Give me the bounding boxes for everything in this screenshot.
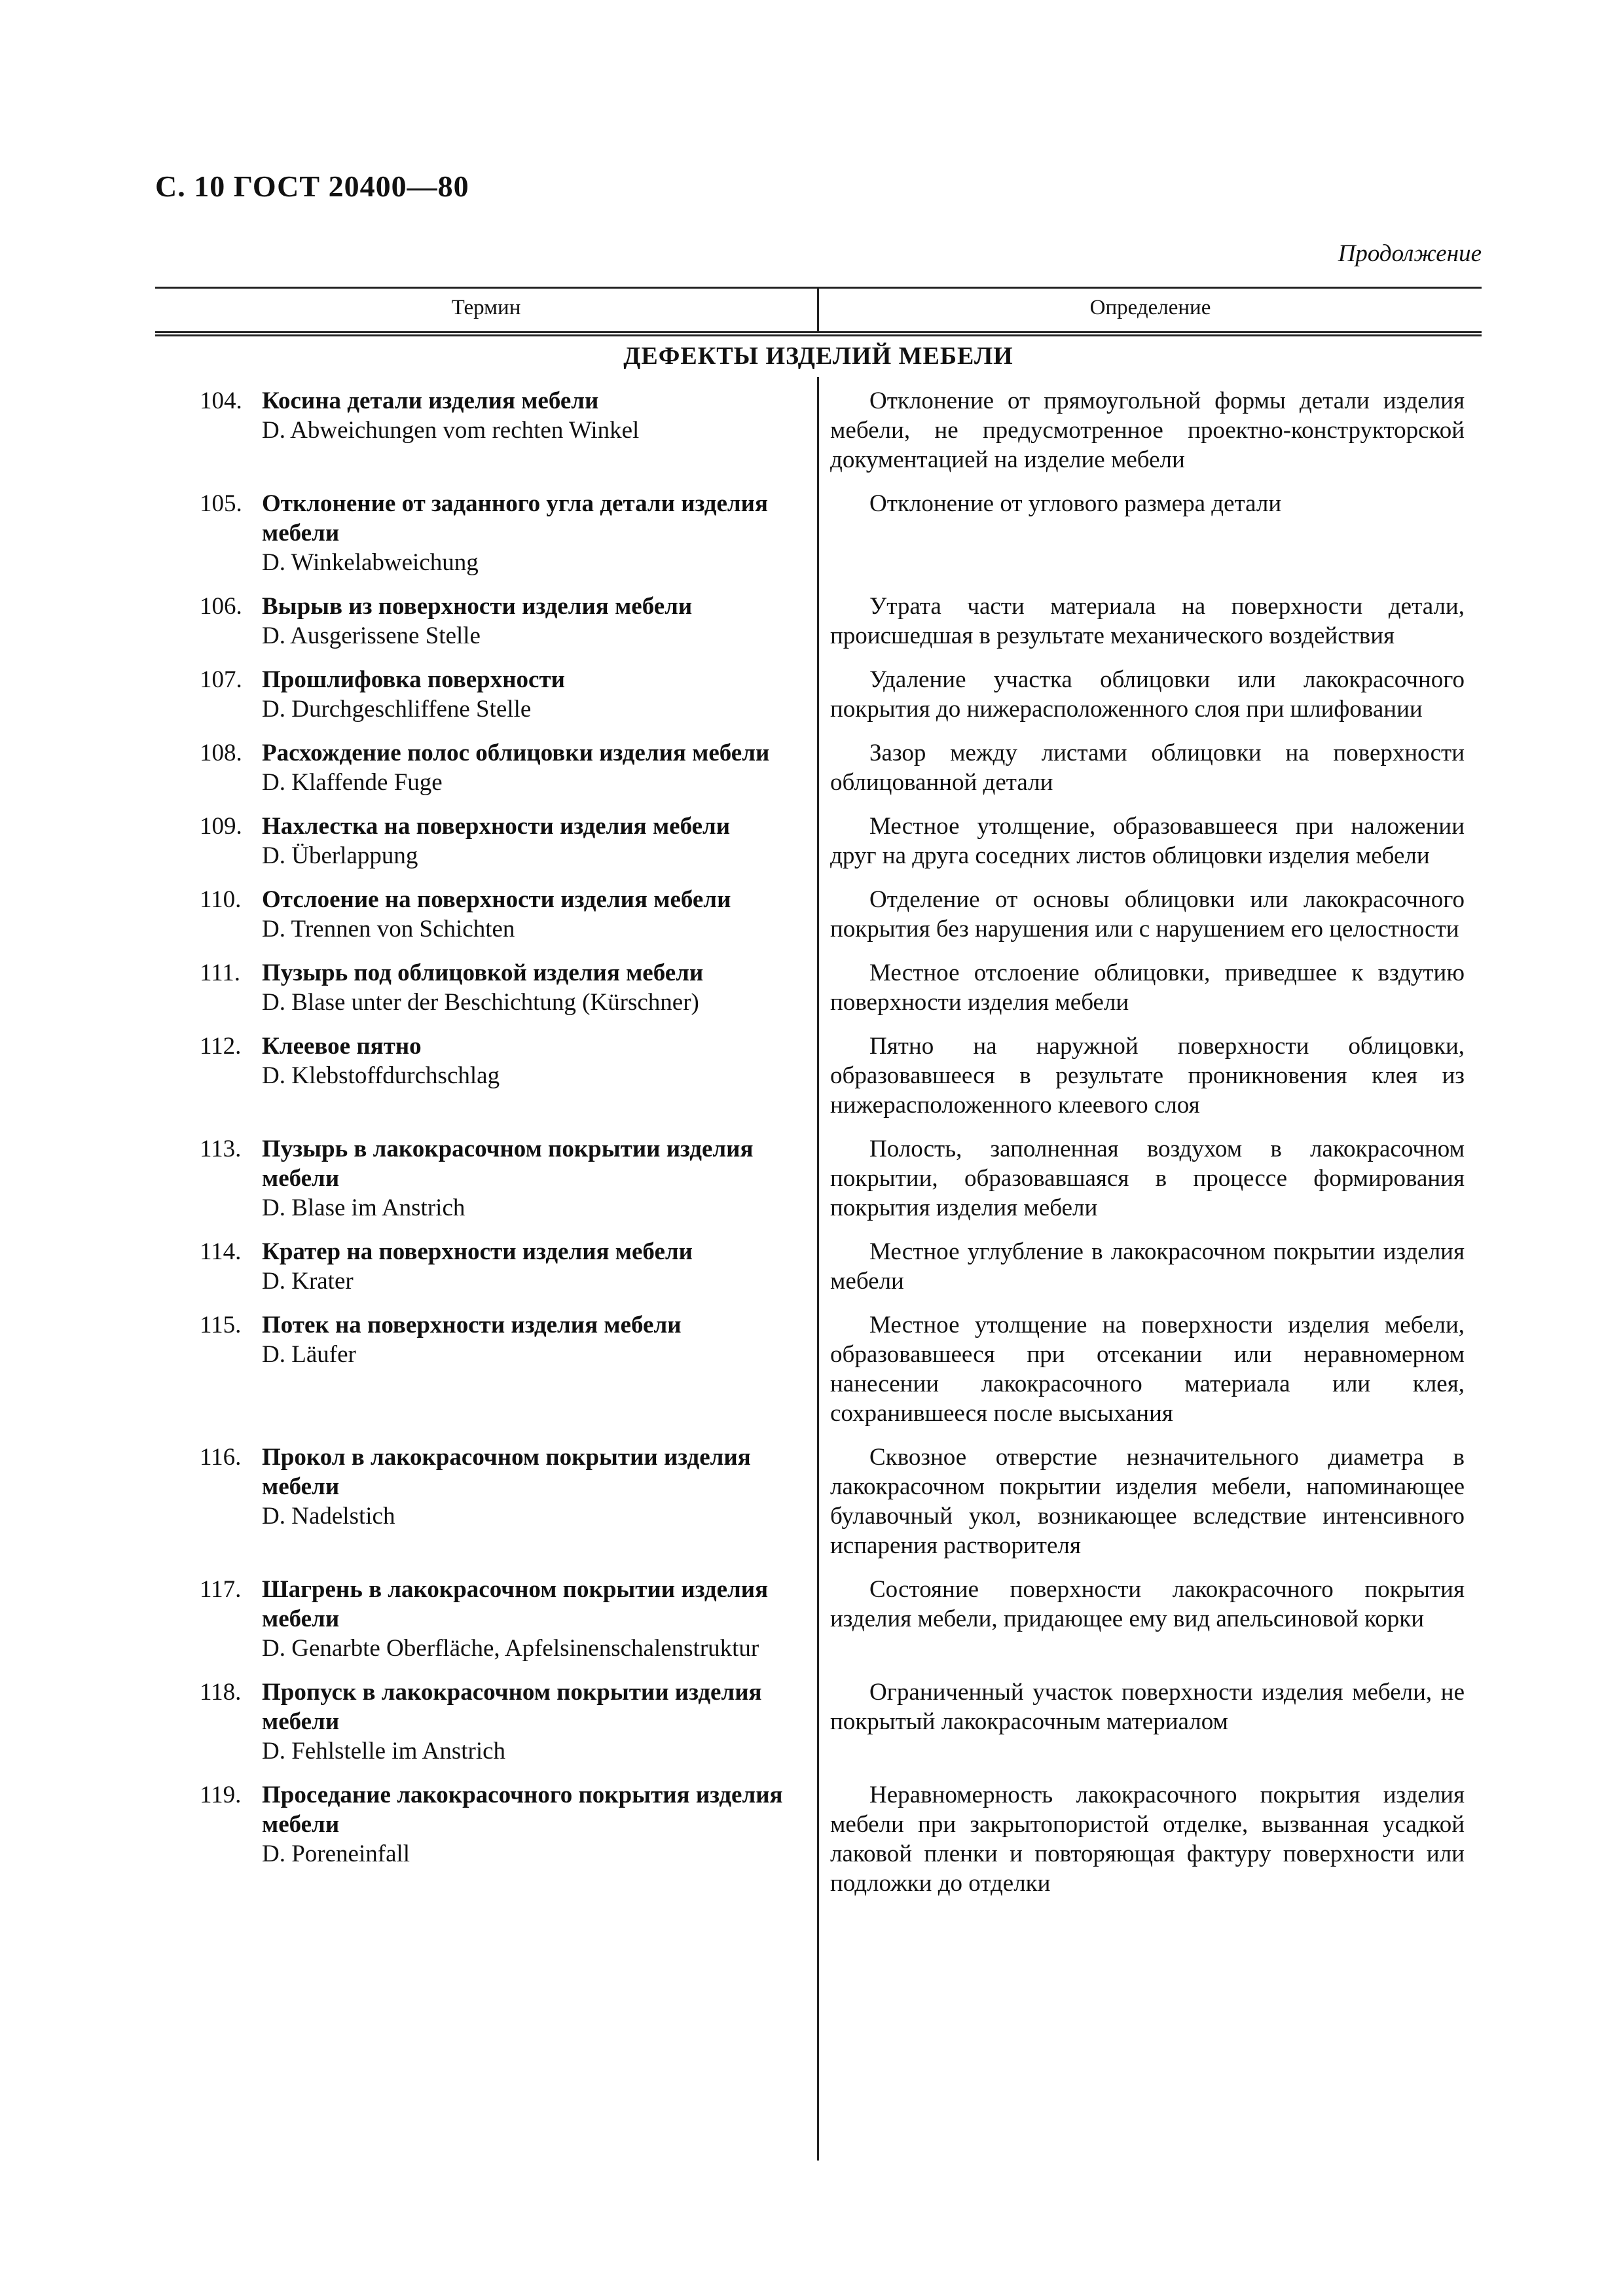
definition-text: Местное утолщение на поверхности изделия мебели, образовавшееся при отсекании или неравномерном нанесении лакокрасочного материала или клея, сохранившееся после высыхания <box>830 1312 1465 1427</box>
entry-number: 111. <box>200 960 241 986</box>
definition-text: Отклонение от прямоугольной формы детали изделия мебели, не предусмотренное проектно-конструкторской документацией на изделие мебели <box>830 387 1465 473</box>
header-double-rule <box>155 331 1482 336</box>
table-row <box>155 1780 1482 1898</box>
term-name-continuation: мебели <box>262 1473 340 1500</box>
definition-cell <box>817 386 1482 475</box>
term-name: Косина детали изделия мебели <box>262 387 599 414</box>
german-equivalent: D. Nadelstich <box>262 1503 395 1530</box>
table-row <box>155 1575 1482 1663</box>
table-row <box>155 1677 1482 1766</box>
term-name-continuation: мебели <box>262 520 340 547</box>
definition-cell <box>817 1031 1482 1120</box>
term-name: Проседание лакокрасочного покрытия изделия <box>262 1782 783 1808</box>
entry-number: 114. <box>200 1238 242 1265</box>
entry-number: 110. <box>200 886 242 913</box>
term-cell <box>155 812 817 870</box>
definition-cell <box>817 1575 1482 1663</box>
term-name: Отклонение от заданного угла детали изделия <box>262 490 768 517</box>
term-name-continuation: мебели <box>262 1708 340 1735</box>
entry-number: 105. <box>200 490 242 517</box>
definition-cell <box>817 1310 1482 1428</box>
definition-cell <box>817 958 1482 1017</box>
continuation-label: Продолжение <box>1338 240 1482 267</box>
definition-cell <box>817 489 1482 577</box>
term-cell <box>155 386 817 475</box>
german-equivalent: D. Blase im Anstrich <box>262 1194 465 1221</box>
term-name: Кратер на поверхности изделия мебели <box>262 1238 693 1265</box>
term-name: Пропуск в лакокрасочном покрытии изделия <box>262 1679 762 1706</box>
german-equivalent: D. Läufer <box>262 1341 356 1368</box>
term-cell <box>155 489 817 577</box>
definition-cell <box>817 1780 1482 1898</box>
definition-cell <box>817 1237 1482 1296</box>
german-equivalent: D. Krater <box>262 1268 354 1295</box>
term-cell <box>155 1031 817 1120</box>
table-row <box>155 958 1482 1017</box>
table-row <box>155 885 1482 944</box>
entry-number: 106. <box>200 593 242 620</box>
definition-cell <box>817 1677 1482 1766</box>
definition-text: Состояние поверхности лакокрасочного покрытия изделия мебели, придающее ему вид апельсиновой корки <box>830 1576 1465 1632</box>
german-equivalent: D. Durchgeschliffene Stelle <box>262 696 532 723</box>
german-equivalent: D. Poreneinfall <box>262 1840 410 1867</box>
definition-text: Полость, заполненная воздухом в лакокрасочном покрытии, образовавшаяся в процессе формирования покрытия изделия мебели <box>830 1136 1465 1221</box>
entry-number: 109. <box>200 813 242 840</box>
german-equivalent: D. Überlappung <box>262 842 418 869</box>
term-cell <box>155 1677 817 1766</box>
term-name: Прокол в лакокрасочном покрытии изделия <box>262 1444 751 1471</box>
table-row <box>155 1443 1482 1560</box>
term-cell <box>155 1134 817 1223</box>
definition-cell <box>817 1134 1482 1223</box>
term-name: Вырыв из поверхности изделия мебели <box>262 593 693 620</box>
definition-cell <box>817 885 1482 944</box>
term-name: Отслоение на поверхности изделия мебели <box>262 886 731 913</box>
definition-text: Местное углубление в лакокрасочном покрытии изделия мебели <box>830 1238 1465 1295</box>
definition-text: Неравномерность лакокрасочного покрытия изделия мебели при закрытопористой отделке, вызванная усадкой лаковой пленки и повторяющая фактуру поверхности или подложки до отделки <box>830 1782 1465 1897</box>
definition-text: Отделение от основы облицовки или лакокрасочного покрытия без нарушения или с нарушением его целостности <box>830 886 1465 942</box>
table-row <box>155 489 1482 577</box>
entry-number: 118. <box>200 1679 242 1706</box>
table-row <box>155 812 1482 870</box>
term-name: Нахлестка на поверхности изделия мебели <box>262 813 731 840</box>
definition-text: Сквозное отверстие незначительного диаметра в лакокрасочном покрытии изделия мебели, напоминающее булавочный укол, возникающее вследствие интенсивного испарения растворителя <box>830 1444 1465 1559</box>
term-name: Пузырь в лакокрасочном покрытии изделия <box>262 1136 754 1162</box>
term-cell <box>155 1443 817 1560</box>
definition-text: Местное отслоение облицовки, приведшее к вздутию поверхности изделия мебели <box>830 960 1465 1016</box>
term-name: Потек на поверхности изделия мебели <box>262 1312 682 1338</box>
entry-number: 112. <box>200 1033 242 1060</box>
entry-number: 119. <box>200 1782 242 1808</box>
term-name: Пузырь под облицовкой изделия мебели <box>262 960 704 986</box>
term-name: Расхождение полос облицовки изделия мебели <box>262 740 770 766</box>
entry-number: 108. <box>200 740 242 766</box>
table-row <box>155 1310 1482 1428</box>
definition-text: Ограниченный участок поверхности изделия мебели, не покрытый лакокрасочным материалом <box>830 1679 1465 1735</box>
table-row <box>155 386 1482 475</box>
german-equivalent: D. Ausgerissene Stelle <box>262 622 481 649</box>
definition-text: Удаление участка облицовки или лакокрасочного покрытия до нижерасположенного слоя при шлифовании <box>830 666 1465 723</box>
term-name-continuation: мебели <box>262 1605 340 1632</box>
entry-number: 115. <box>200 1312 242 1338</box>
term-cell <box>155 1780 817 1898</box>
term-name-continuation: мебели <box>262 1811 340 1838</box>
term-cell <box>155 665 817 724</box>
entry-number: 104. <box>200 387 242 414</box>
term-cell <box>155 1310 817 1428</box>
definition-cell <box>817 665 1482 724</box>
german-equivalent: D. Winkelabweichung <box>262 549 479 576</box>
entry-number: 113. <box>200 1136 242 1162</box>
term-name: Прошлифовка поверхности <box>262 666 565 693</box>
term-name: Клеевое пятно <box>262 1033 422 1060</box>
column-header-term: Термин <box>451 296 521 319</box>
section-title: ДЕФЕКТЫ ИЗДЕЛИЙ МЕБЕЛИ <box>623 342 1013 370</box>
definition-text: Местное утолщение, образовавшееся при наложении друг на друга соседних листов облицовки изделия мебели <box>830 813 1465 869</box>
term-cell <box>155 738 817 797</box>
definition-text: Пятно на наружной поверхности облицовки, образовавшееся в результате проникновения клея из нижерасположенного клеевого слоя <box>830 1033 1465 1119</box>
definition-text: Утрата части материала на поверхности детали, происшедшая в результате механического воздействия <box>830 593 1465 649</box>
entries-list <box>155 386 1482 1912</box>
term-cell <box>155 1575 817 1663</box>
term-name: Шагрень в лакокрасочном покрытии изделия <box>262 1576 769 1603</box>
term-cell <box>155 592 817 651</box>
definition-cell <box>817 592 1482 651</box>
definition-cell <box>817 738 1482 797</box>
term-cell <box>155 885 817 944</box>
table-row <box>155 592 1482 651</box>
term-cell <box>155 1237 817 1296</box>
german-equivalent: D. Genarbte Oberfläche, Apfelsinenschalenstruktur <box>262 1635 759 1662</box>
german-equivalent: D. Klaffende Fuge <box>262 769 443 796</box>
table-row <box>155 1031 1482 1120</box>
entry-number: 117. <box>200 1576 242 1603</box>
table-row <box>155 1237 1482 1296</box>
definition-text: Отклонение от углового размера детали <box>869 490 1282 517</box>
german-equivalent: D. Abweichungen vom rechten Winkel <box>262 417 640 444</box>
german-equivalent: D. Trennen von Schichten <box>262 916 515 942</box>
table-row <box>155 1134 1482 1223</box>
definition-cell <box>817 812 1482 870</box>
term-cell <box>155 958 817 1017</box>
table-row <box>155 665 1482 724</box>
german-equivalent: D. Blase unter der Beschichtung (Kürschner) <box>262 989 699 1016</box>
entry-number: 116. <box>200 1444 242 1471</box>
entry-number: 107. <box>200 666 242 693</box>
definition-cell <box>817 1443 1482 1560</box>
term-name-continuation: мебели <box>262 1165 340 1192</box>
definition-text: Зазор между листами облицовки на поверхности облицованной детали <box>830 740 1465 796</box>
column-header-definition: Определение <box>1089 296 1211 319</box>
german-equivalent: D. Fehlstelle im Anstrich <box>262 1738 506 1765</box>
page-header: С. 10 ГОСТ 20400—80 <box>155 170 469 203</box>
table-row <box>155 738 1482 797</box>
german-equivalent: D. Klebstoffdurchschlag <box>262 1062 500 1089</box>
